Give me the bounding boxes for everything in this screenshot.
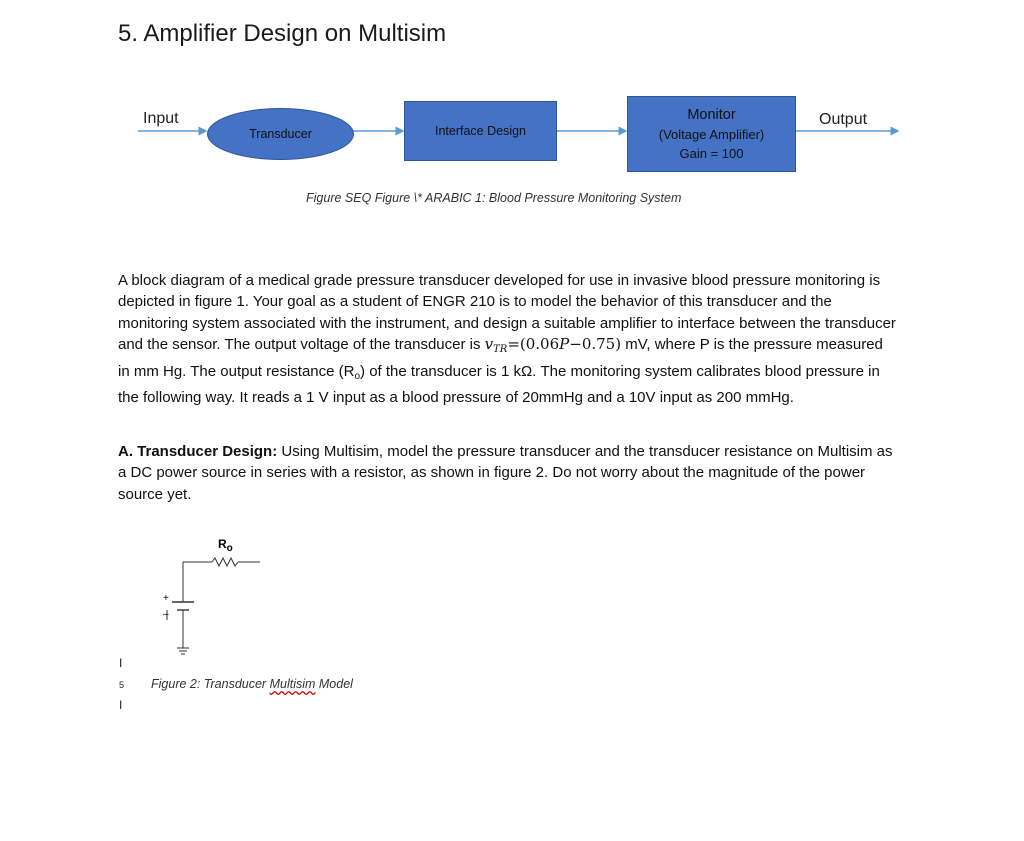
section-a-heading: A. Transducer Design: <box>118 443 278 460</box>
transducer-block <box>207 108 354 160</box>
monitor-block <box>627 96 796 172</box>
monitor-subtitle: (Voltage Amplifier) <box>658 126 765 142</box>
interface-design-label: Interface Design <box>434 124 527 138</box>
formula-p: P <box>559 335 570 354</box>
interface-design-block <box>404 101 557 161</box>
page-title: 5. Amplifier Design on Multisim <box>118 20 447 47</box>
margin-mark-1: I <box>119 656 123 670</box>
resistor-subscript: o <box>226 543 233 554</box>
resistor-zigzag <box>212 558 238 566</box>
resistor-label <box>218 537 233 554</box>
figure2-caption-pre: Figure 2: Transducer <box>151 677 270 691</box>
margin-mark-3: I <box>119 698 123 712</box>
plus-sign: + <box>163 593 169 604</box>
transducer-circuit <box>150 530 280 670</box>
resistor-r: R <box>218 537 227 551</box>
section-a-text: Using Multisim, model the pressure transducer and the transducer resistance on Multisim as a DC power source in series with a resistor, as shown in figure 2. Do not worry about the magnitude of the power source yet. <box>118 443 893 503</box>
block-diagram-arrows <box>0 0 1024 200</box>
r-subscript: o <box>354 370 361 382</box>
formula-end: −0.75) <box>569 335 622 354</box>
figure2-caption-post: Model <box>315 677 353 691</box>
voltage-symbol <box>484 335 508 356</box>
monitor-gain: Gain = 100 <box>679 145 744 161</box>
paragraph-intro-text-3: ) of the transducer is 1 kΩ. The monitoring system calibrates blood pressure in the following way. It reads a 1 V input as a blood pressure of 20mmHg and a 10V input as 200 mmHg. <box>118 362 880 407</box>
v-subscript: TR <box>493 344 508 356</box>
output-label: Output <box>819 111 868 128</box>
paragraph-intro-text-1: A block diagram of a medical grade pressure transducer developed for use in invasive blood pressure monitoring is depicted in figure 1. Your goal as a student of ENGR 210 is to model the behavior of this transducer and the monitoring system associated with the instrument, and design a suitable amplifier to interface between the transducer and the sensor. The output voltage of the transducer is <box>118 272 896 354</box>
v-symbol: v <box>484 335 494 354</box>
formula-start: =(0.06 <box>507 335 560 354</box>
spellcheck-word: Multisim <box>269 677 316 691</box>
paragraph-transducer-design <box>118 441 898 505</box>
paragraph-intro-text-2: mV, where P is the pressure measured in mm Hg. The output resistance (R <box>118 336 883 380</box>
minus-sign: – <box>163 609 169 620</box>
transducer-label: Transducer <box>249 127 312 141</box>
margin-mark-2: 5 <box>119 680 125 690</box>
monitor-title: Monitor <box>687 106 736 123</box>
figure2-caption <box>151 677 353 691</box>
input-label: Input <box>143 110 179 127</box>
paragraph-intro <box>118 270 898 408</box>
figure1-caption: Figure SEQ Figure \* ARABIC 1: Blood Pressure Monitoring System <box>306 191 682 205</box>
